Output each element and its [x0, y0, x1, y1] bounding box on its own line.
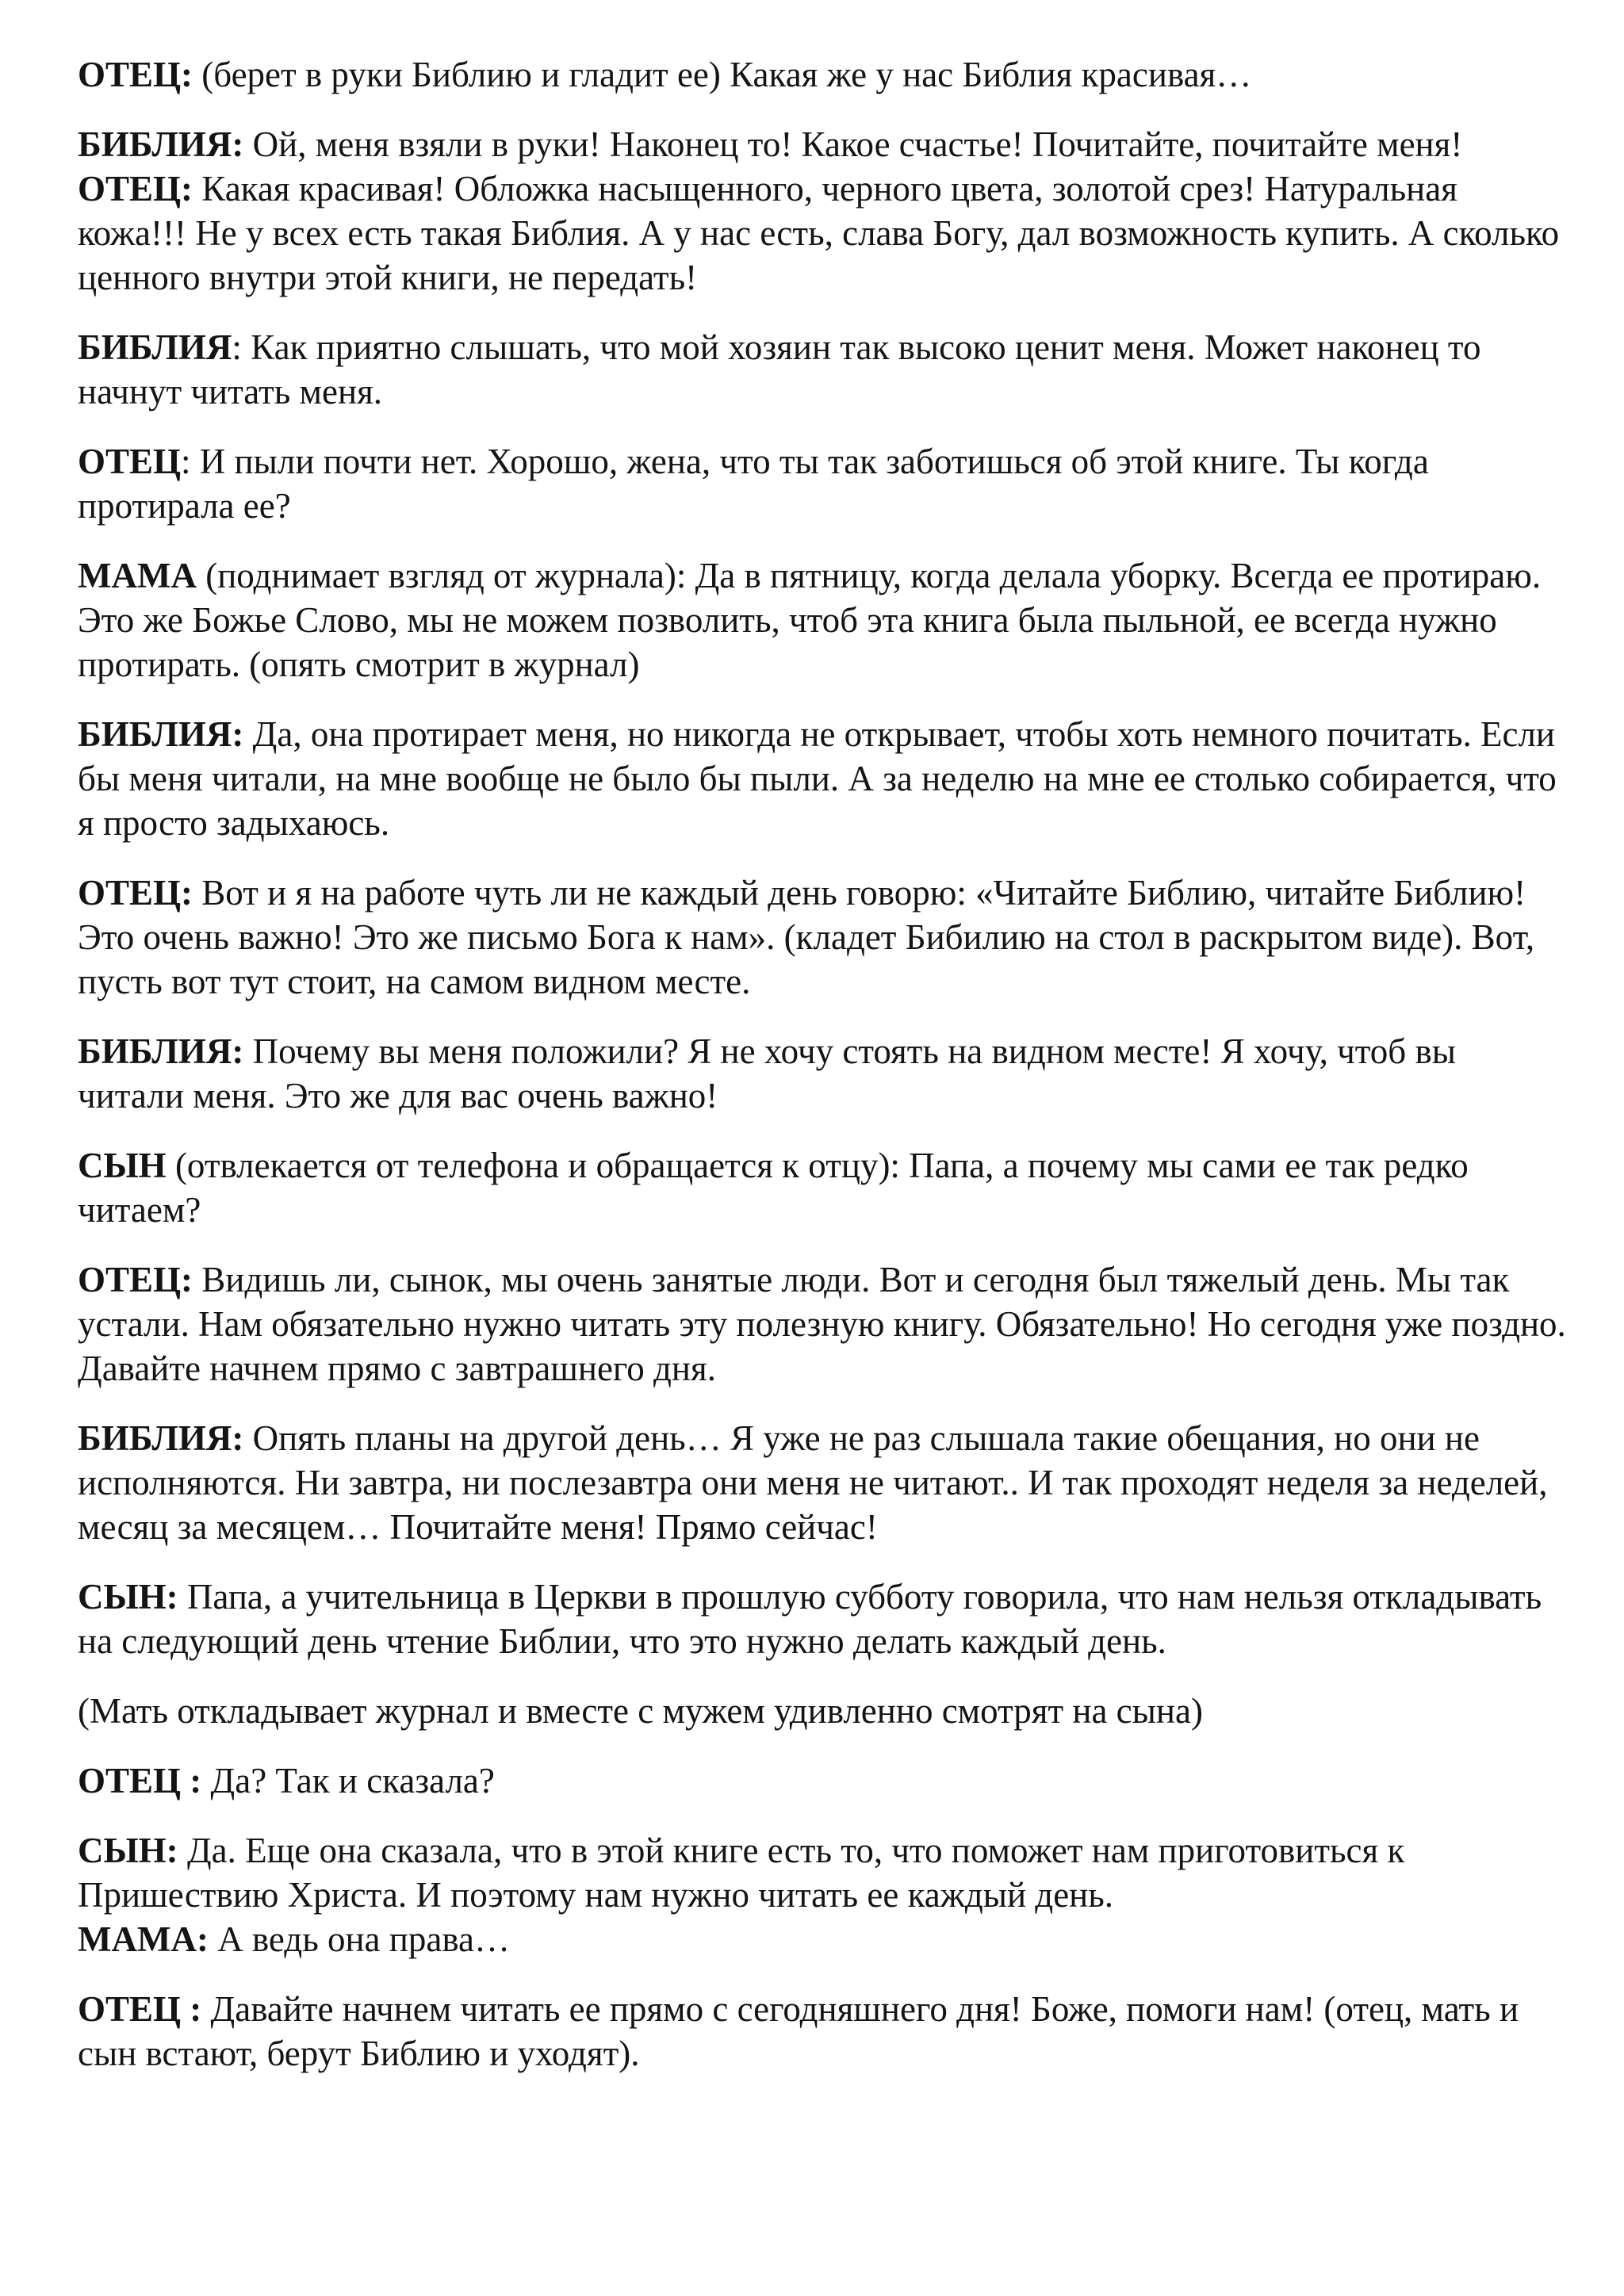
- speaker-name: ОТЕЦ :: [78, 1761, 202, 1800]
- dialogue-line: [78, 122, 1568, 166]
- speaker-name: СЫН:: [78, 1577, 178, 1617]
- line-text: Давайте начнем читать ее прямо с сегодняшнего дня! Боже, помоги нам! (отец, мать и сын встают, берут Библию и уходят).: [78, 1989, 1519, 2073]
- line-text: Да? Так и сказала?: [201, 1761, 495, 1800]
- speaker-name: БИБЛИЯ:: [78, 1031, 244, 1071]
- dialogue-line: [78, 1987, 1568, 2076]
- dialogue-line: [78, 439, 1568, 528]
- line-text: Вот и я на работе чуть ли не каждый день говорю: «Читайте Библию, читайте Библию! Это очень важно! Это же письмо Бога к нам». (кладет Бибилию на стол в раскрытом виде). Вот, пусть вот тут стоит, на самом видном месте.: [78, 873, 1535, 1001]
- speaker-name: БИБЛИЯ:: [78, 1418, 244, 1458]
- speaker-name: ОТЕЦ:: [78, 1260, 193, 1299]
- dialogue-line: [78, 1758, 1568, 1803]
- speaker-name: БИБЛИЯ:: [78, 714, 244, 754]
- line-text: Видишь ли, сынок, мы очень занятые люди. Вот и сегодня был тяжелый день. Мы так устали. Нам обязательно нужно читать эту полезную книгу. Обязательно! Но сегодня уже поздно. Давайте начнем прямо с завтрашнего дня.: [78, 1260, 1566, 1388]
- line-text: : И пыли почти нет. Хорошо, жена, что ты так заботишься об этой книге. Ты когда протирала ее?: [78, 442, 1429, 526]
- dialogue-line: [78, 166, 1568, 300]
- dialogue-line: [78, 1917, 1568, 1961]
- speaker-name: СЫН:: [78, 1831, 178, 1870]
- dialogue-line: [78, 52, 1568, 97]
- dialogue-line: [78, 1029, 1568, 1118]
- line-text: (берет в руки Библию и гладит ее) Какая же у нас Библия красивая…: [193, 55, 1252, 94]
- speaker-name: МАМА:: [78, 1919, 209, 1959]
- line-text: : Как приятно слышать, что мой хозяин так высоко ценит меня. Может наконец то начнут читать меня.: [78, 327, 1481, 411]
- line-text: Ой, меня взяли в руки! Наконец то! Какое счастье! Почитайте, почитайте меня!: [243, 124, 1463, 164]
- dialogue-line: [78, 1143, 1568, 1232]
- speaker-name: ОТЕЦ :: [78, 1989, 202, 2029]
- line-text: Опять планы на другой день… Я уже не раз слышала такие обещания, но они не исполняются. Ни завтра, ни послезавтра они меня не читают.. И так проходят неделя за неделей, месяц за месяцем… Почитайте меня! Прямо сейчас!: [78, 1418, 1548, 1547]
- stage-direction: [78, 1689, 1568, 1733]
- dialogue-line: [78, 553, 1568, 687]
- line-text: Да. Еще она сказала, что в этой книге есть то, что поможет нам приготовиться к Пришествию Христа. И поэтому нам нужно читать ее каждый день.: [78, 1831, 1405, 1915]
- speaker-name: СЫН: [78, 1146, 167, 1185]
- speaker-name: БИБЛИЯ:: [78, 124, 244, 164]
- dialogue-line: [78, 325, 1568, 414]
- line-text: (Мать откладывает журнал и вместе с мужем удивленно смотрят на сына): [78, 1691, 1203, 1731]
- line-text: Папа, а учительница в Церкви в прошлую субботу говорила, что нам нельзя откладывать на следующий день чтение Библии, что это нужно делать каждый день.: [78, 1577, 1542, 1661]
- dialogue-line: [78, 1257, 1568, 1391]
- dialogue-line: [78, 712, 1568, 845]
- speaker-name: ОТЕЦ:: [78, 169, 193, 209]
- line-text: А ведь она права…: [208, 1919, 510, 1959]
- line-text: Почему вы меня положили? Я не хочу стоять на видном месте! Я хочу, чтоб вы читали меня. Это же для вас очень важно!: [78, 1031, 1456, 1115]
- script-page: [78, 52, 1568, 2101]
- speaker-name: ОТЕЦ: [78, 442, 182, 481]
- speaker-name: МАМА: [78, 556, 197, 595]
- line-text: (поднимает взгляд от журнала): Да в пятницу, когда делала уборку. Всегда ее протираю. Это же Божье Слово, мы не можем позволить, чтоб эта книга была пыльной, ее всегда нужно протирать. (опять смотрит в журнал): [78, 556, 1542, 684]
- line-text: Да, она протирает меня, но никогда не открывает, чтобы хоть немного почитать. Если бы меня читали, на мне вообще не было бы пыли. А за неделю на мне ее столько собирается, что я просто задыхаюсь.: [78, 714, 1557, 843]
- speaker-name: ОТЕЦ:: [78, 873, 193, 913]
- line-text: Какая красивая! Обложка насыщенного, черного цвета, золотой срез! Натуральная кожа!!! Не у всех есть такая Библия. А у нас есть, слава Богу, дал возможность купить. А сколько ценного внутри этой книги, не передать!: [78, 169, 1560, 297]
- speaker-name: ОТЕЦ:: [78, 55, 193, 94]
- speaker-name: БИБЛИЯ: [78, 327, 232, 367]
- dialogue-line: [78, 871, 1568, 1004]
- dialogue-line: [78, 1575, 1568, 1663]
- line-text: (отвлекается от телефона и обращается к отцу): Папа, а почему мы сами ее так редко читаем?: [78, 1146, 1469, 1230]
- dialogue-line: [78, 1416, 1568, 1549]
- dialogue-line: [78, 1828, 1568, 1917]
